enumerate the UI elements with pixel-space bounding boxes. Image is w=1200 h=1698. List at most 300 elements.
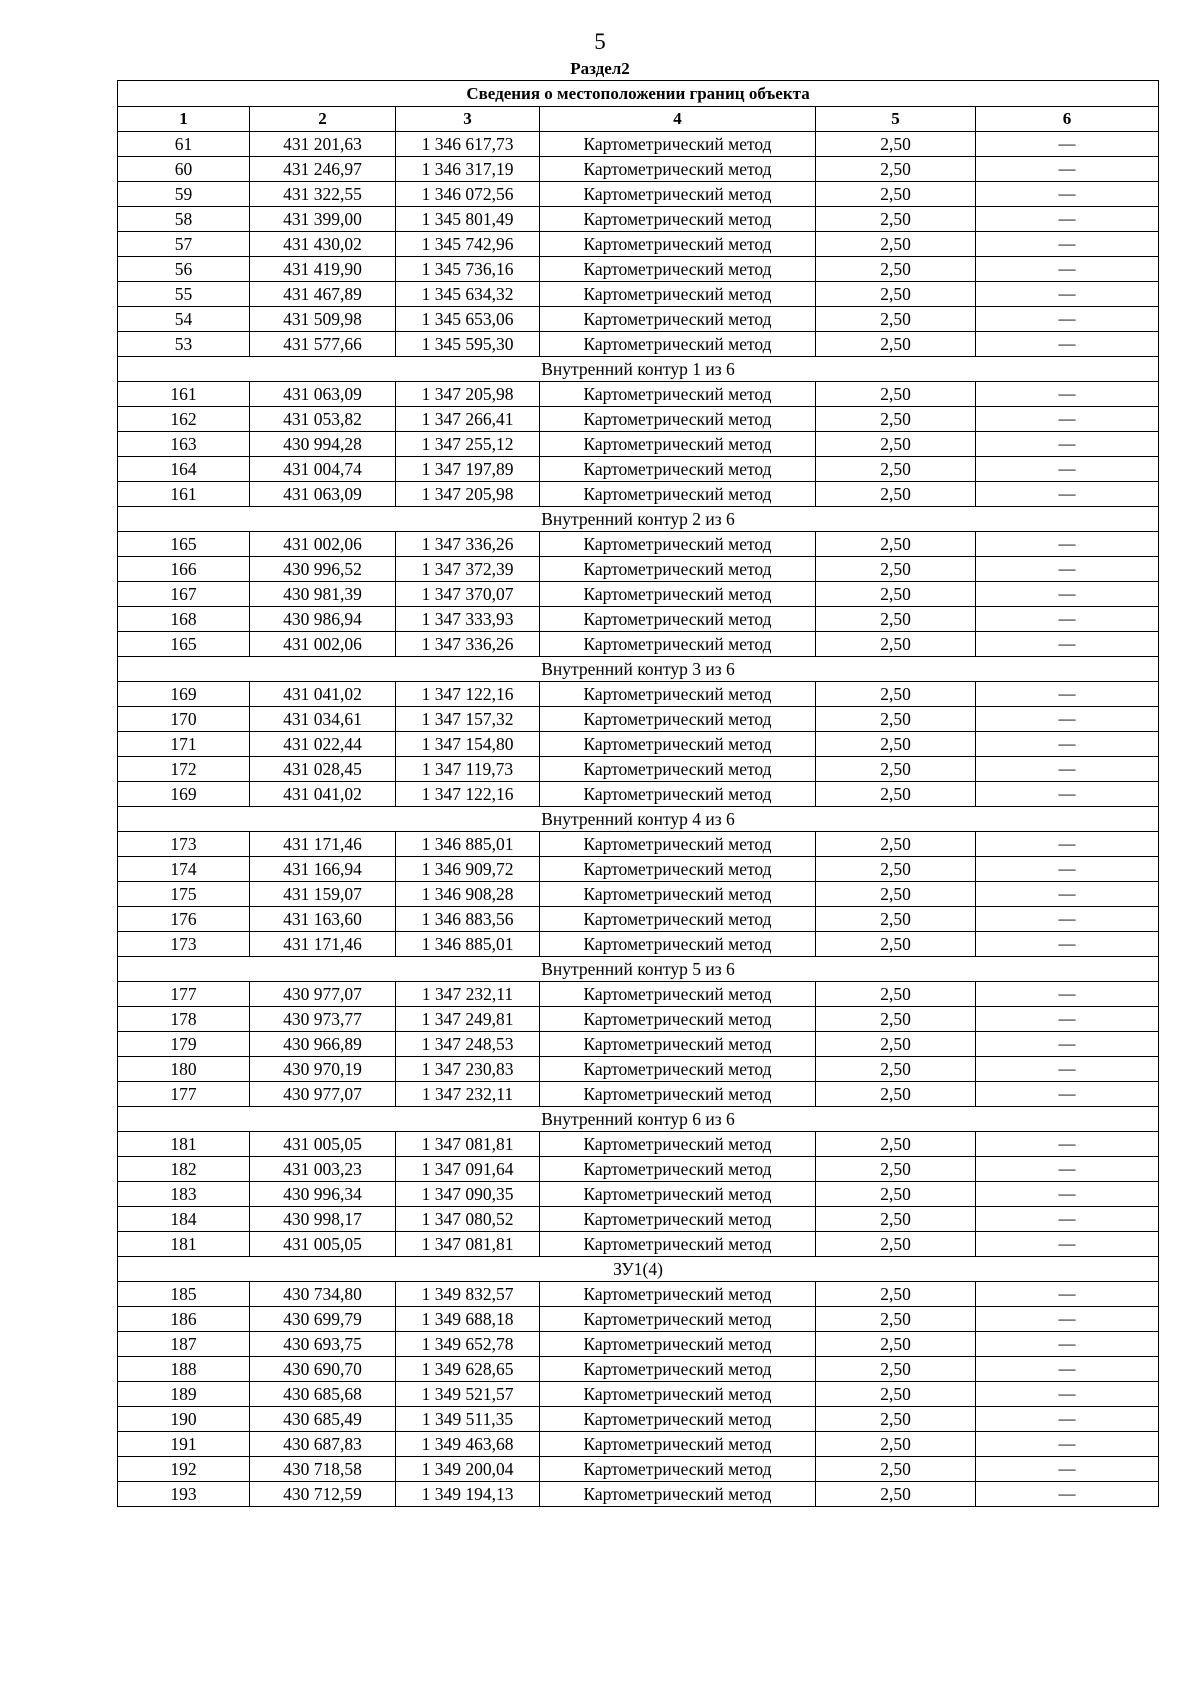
point-number-cell: 179 xyxy=(118,1032,250,1057)
y-coordinate-cell: 1 347 232,11 xyxy=(396,1082,540,1107)
point-number-cell: 183 xyxy=(118,1182,250,1207)
point-number-cell: 168 xyxy=(118,607,250,632)
y-coordinate-cell: 1 346 883,56 xyxy=(396,907,540,932)
column-header: 5 xyxy=(816,107,976,132)
x-coordinate-cell: 431 003,23 xyxy=(250,1157,396,1182)
y-coordinate-cell: 1 347 081,81 xyxy=(396,1132,540,1157)
description-cell: — xyxy=(976,132,1159,157)
table-row xyxy=(118,607,1159,632)
description-cell: — xyxy=(976,332,1159,357)
method-cell: Картометрический метод xyxy=(540,1207,816,1232)
description-cell: — xyxy=(976,482,1159,507)
point-number-cell: 61 xyxy=(118,132,250,157)
point-number-cell: 182 xyxy=(118,1157,250,1182)
y-coordinate-cell: 1 347 336,26 xyxy=(396,532,540,557)
x-coordinate-cell: 430 973,77 xyxy=(250,1007,396,1032)
x-coordinate-cell: 430 693,75 xyxy=(250,1332,396,1357)
contour-label: Внутренний контур 2 из 6 xyxy=(118,507,1159,532)
accuracy-cell: 2,50 xyxy=(816,532,976,557)
table-row xyxy=(118,207,1159,232)
table-row xyxy=(118,707,1159,732)
contour-label: Внутренний контур 3 из 6 xyxy=(118,657,1159,682)
y-coordinate-cell: 1 345 634,32 xyxy=(396,282,540,307)
table-row xyxy=(118,557,1159,582)
point-number-cell: 55 xyxy=(118,282,250,307)
column-header: 1 xyxy=(118,107,250,132)
point-number-cell: 58 xyxy=(118,207,250,232)
method-cell: Картометрический метод xyxy=(540,307,816,332)
y-coordinate-cell: 1 345 595,30 xyxy=(396,332,540,357)
table-row xyxy=(118,757,1159,782)
accuracy-cell: 2,50 xyxy=(816,707,976,732)
point-number-cell: 189 xyxy=(118,1382,250,1407)
method-cell: Картометрический метод xyxy=(540,332,816,357)
table-row xyxy=(118,182,1159,207)
table-row xyxy=(118,907,1159,932)
accuracy-cell: 2,50 xyxy=(816,582,976,607)
y-coordinate-cell: 1 346 072,56 xyxy=(396,182,540,207)
description-cell: — xyxy=(976,1382,1159,1407)
x-coordinate-cell: 431 005,05 xyxy=(250,1232,396,1257)
x-coordinate-cell: 431 201,63 xyxy=(250,132,396,157)
point-number-cell: 177 xyxy=(118,982,250,1007)
accuracy-cell: 2,50 xyxy=(816,1132,976,1157)
x-coordinate-cell: 431 163,60 xyxy=(250,907,396,932)
method-cell: Картометрический метод xyxy=(540,1032,816,1057)
contour-label-row xyxy=(118,807,1159,832)
table-row xyxy=(118,407,1159,432)
point-number-cell: 170 xyxy=(118,707,250,732)
x-coordinate-cell: 431 467,89 xyxy=(250,282,396,307)
method-cell: Картометрический метод xyxy=(540,1282,816,1307)
point-number-cell: 164 xyxy=(118,457,250,482)
description-cell: — xyxy=(976,982,1159,1007)
description-cell: — xyxy=(976,1157,1159,1182)
column-header: 4 xyxy=(540,107,816,132)
method-cell: Картометрический метод xyxy=(540,1332,816,1357)
x-coordinate-cell: 430 690,70 xyxy=(250,1357,396,1382)
x-coordinate-cell: 431 034,61 xyxy=(250,707,396,732)
y-coordinate-cell: 1 347 336,26 xyxy=(396,632,540,657)
accuracy-cell: 2,50 xyxy=(816,1457,976,1482)
table-row xyxy=(118,1082,1159,1107)
table-row xyxy=(118,132,1159,157)
x-coordinate-cell: 430 977,07 xyxy=(250,1082,396,1107)
method-cell: Картометрический метод xyxy=(540,1457,816,1482)
x-coordinate-cell: 431 166,94 xyxy=(250,857,396,882)
method-cell: Картометрический метод xyxy=(540,1432,816,1457)
method-cell: Картометрический метод xyxy=(540,382,816,407)
description-cell: — xyxy=(976,1182,1159,1207)
boundary-coordinates-table xyxy=(117,80,1159,1507)
contour-label-row xyxy=(118,957,1159,982)
y-coordinate-cell: 1 349 652,78 xyxy=(396,1332,540,1357)
point-number-cell: 165 xyxy=(118,632,250,657)
method-cell: Картометрический метод xyxy=(540,282,816,307)
accuracy-cell: 2,50 xyxy=(816,907,976,932)
table-row xyxy=(118,1432,1159,1457)
y-coordinate-cell: 1 349 521,57 xyxy=(396,1382,540,1407)
accuracy-cell: 2,50 xyxy=(816,607,976,632)
table-row xyxy=(118,532,1159,557)
y-coordinate-cell: 1 345 653,06 xyxy=(396,307,540,332)
y-coordinate-cell: 1 347 370,07 xyxy=(396,582,540,607)
description-cell: — xyxy=(976,1207,1159,1232)
x-coordinate-cell: 431 430,02 xyxy=(250,232,396,257)
x-coordinate-cell: 430 994,28 xyxy=(250,432,396,457)
accuracy-cell: 2,50 xyxy=(816,857,976,882)
x-coordinate-cell: 431 322,55 xyxy=(250,182,396,207)
method-cell: Картометрический метод xyxy=(540,232,816,257)
method-cell: Картометрический метод xyxy=(540,1482,816,1507)
point-number-cell: 192 xyxy=(118,1457,250,1482)
description-cell: — xyxy=(976,1132,1159,1157)
method-cell: Картометрический метод xyxy=(540,1407,816,1432)
y-coordinate-cell: 1 347 205,98 xyxy=(396,482,540,507)
x-coordinate-cell: 430 966,89 xyxy=(250,1032,396,1057)
y-coordinate-cell: 1 347 248,53 xyxy=(396,1032,540,1057)
y-coordinate-cell: 1 346 885,01 xyxy=(396,932,540,957)
method-cell: Картометрический метод xyxy=(540,1232,816,1257)
point-number-cell: 184 xyxy=(118,1207,250,1232)
accuracy-cell: 2,50 xyxy=(816,182,976,207)
accuracy-cell: 2,50 xyxy=(816,157,976,182)
table-row xyxy=(118,1057,1159,1082)
method-cell: Картометрический метод xyxy=(540,582,816,607)
contour-label-row xyxy=(118,1257,1159,1282)
y-coordinate-cell: 1 346 885,01 xyxy=(396,832,540,857)
point-number-cell: 167 xyxy=(118,582,250,607)
accuracy-cell: 2,50 xyxy=(816,732,976,757)
method-cell: Картометрический метод xyxy=(540,1057,816,1082)
x-coordinate-cell: 431 022,44 xyxy=(250,732,396,757)
method-cell: Картометрический метод xyxy=(540,1132,816,1157)
y-coordinate-cell: 1 349 688,18 xyxy=(396,1307,540,1332)
x-coordinate-cell: 430 734,80 xyxy=(250,1282,396,1307)
point-number-cell: 173 xyxy=(118,932,250,957)
accuracy-cell: 2,50 xyxy=(816,1082,976,1107)
table-row xyxy=(118,457,1159,482)
x-coordinate-cell: 430 712,59 xyxy=(250,1482,396,1507)
point-number-cell: 187 xyxy=(118,1332,250,1357)
table-row xyxy=(118,1332,1159,1357)
x-coordinate-cell: 430 981,39 xyxy=(250,582,396,607)
x-coordinate-cell: 431 041,02 xyxy=(250,682,396,707)
y-coordinate-cell: 1 345 801,49 xyxy=(396,207,540,232)
description-cell: — xyxy=(976,1482,1159,1507)
column-header: 3 xyxy=(396,107,540,132)
y-coordinate-cell: 1 347 232,11 xyxy=(396,982,540,1007)
table-row xyxy=(118,332,1159,357)
x-coordinate-cell: 431 246,97 xyxy=(250,157,396,182)
table-row xyxy=(118,582,1159,607)
description-cell: — xyxy=(976,832,1159,857)
accuracy-cell: 2,50 xyxy=(816,932,976,957)
x-coordinate-cell: 431 002,06 xyxy=(250,532,396,557)
y-coordinate-cell: 1 346 317,19 xyxy=(396,157,540,182)
point-number-cell: 180 xyxy=(118,1057,250,1082)
description-cell: — xyxy=(976,232,1159,257)
table-row xyxy=(118,682,1159,707)
y-coordinate-cell: 1 346 909,72 xyxy=(396,857,540,882)
y-coordinate-cell: 1 349 463,68 xyxy=(396,1432,540,1457)
accuracy-cell: 2,50 xyxy=(816,1282,976,1307)
y-coordinate-cell: 1 347 080,52 xyxy=(396,1207,540,1232)
x-coordinate-cell: 430 685,49 xyxy=(250,1407,396,1432)
method-cell: Картометрический метод xyxy=(540,1082,816,1107)
point-number-cell: 163 xyxy=(118,432,250,457)
x-coordinate-cell: 431 577,66 xyxy=(250,332,396,357)
description-cell: — xyxy=(976,907,1159,932)
x-coordinate-cell: 430 718,58 xyxy=(250,1457,396,1482)
y-coordinate-cell: 1 346 617,73 xyxy=(396,132,540,157)
description-cell: — xyxy=(976,732,1159,757)
description-cell: — xyxy=(976,1357,1159,1382)
y-coordinate-cell: 1 347 205,98 xyxy=(396,382,540,407)
accuracy-cell: 2,50 xyxy=(816,432,976,457)
point-number-cell: 56 xyxy=(118,257,250,282)
accuracy-cell: 2,50 xyxy=(816,882,976,907)
y-coordinate-cell: 1 347 081,81 xyxy=(396,1232,540,1257)
point-number-cell: 191 xyxy=(118,1432,250,1457)
point-number-cell: 162 xyxy=(118,407,250,432)
method-cell: Картометрический метод xyxy=(540,632,816,657)
accuracy-cell: 2,50 xyxy=(816,257,976,282)
y-coordinate-cell: 1 346 908,28 xyxy=(396,882,540,907)
table-row xyxy=(118,1357,1159,1382)
table-row xyxy=(118,632,1159,657)
point-number-cell: 174 xyxy=(118,857,250,882)
method-cell: Картометрический метод xyxy=(540,1182,816,1207)
table-row xyxy=(118,232,1159,257)
accuracy-cell: 2,50 xyxy=(816,1357,976,1382)
accuracy-cell: 2,50 xyxy=(816,1182,976,1207)
point-number-cell: 190 xyxy=(118,1407,250,1432)
y-coordinate-cell: 1 349 511,35 xyxy=(396,1407,540,1432)
accuracy-cell: 2,50 xyxy=(816,632,976,657)
x-coordinate-cell: 430 998,17 xyxy=(250,1207,396,1232)
accuracy-cell: 2,50 xyxy=(816,1332,976,1357)
table-caption: Сведения о местоположении границ объекта xyxy=(118,81,1159,107)
x-coordinate-cell: 430 970,19 xyxy=(250,1057,396,1082)
description-cell: — xyxy=(976,207,1159,232)
accuracy-cell: 2,50 xyxy=(816,1307,976,1332)
table-row xyxy=(118,1382,1159,1407)
x-coordinate-cell: 431 171,46 xyxy=(250,832,396,857)
x-coordinate-cell: 430 699,79 xyxy=(250,1307,396,1332)
accuracy-cell: 2,50 xyxy=(816,757,976,782)
accuracy-cell: 2,50 xyxy=(816,832,976,857)
method-cell: Картометрический метод xyxy=(540,682,816,707)
table-row xyxy=(118,832,1159,857)
x-coordinate-cell: 431 004,74 xyxy=(250,457,396,482)
table-row xyxy=(118,1232,1159,1257)
x-coordinate-cell: 430 996,52 xyxy=(250,557,396,582)
description-cell: — xyxy=(976,157,1159,182)
table-row xyxy=(118,1282,1159,1307)
point-number-cell: 193 xyxy=(118,1482,250,1507)
table-row xyxy=(118,982,1159,1007)
y-coordinate-cell: 1 345 736,16 xyxy=(396,257,540,282)
y-coordinate-cell: 1 347 090,35 xyxy=(396,1182,540,1207)
point-number-cell: 169 xyxy=(118,682,250,707)
y-coordinate-cell: 1 349 628,65 xyxy=(396,1357,540,1382)
y-coordinate-cell: 1 347 157,32 xyxy=(396,707,540,732)
contour-label: ЗУ1(4) xyxy=(118,1257,1159,1282)
point-number-cell: 169 xyxy=(118,782,250,807)
point-number-cell: 173 xyxy=(118,832,250,857)
table-row xyxy=(118,1157,1159,1182)
method-cell: Картометрический метод xyxy=(540,732,816,757)
contour-label: Внутренний контур 6 из 6 xyxy=(118,1107,1159,1132)
method-cell: Картометрический метод xyxy=(540,182,816,207)
description-cell: — xyxy=(976,1282,1159,1307)
description-cell: — xyxy=(976,557,1159,582)
accuracy-cell: 2,50 xyxy=(816,457,976,482)
method-cell: Картометрический метод xyxy=(540,257,816,282)
point-number-cell: 59 xyxy=(118,182,250,207)
contour-label: Внутренний контур 5 из 6 xyxy=(118,957,1159,982)
x-coordinate-cell: 431 028,45 xyxy=(250,757,396,782)
accuracy-cell: 2,50 xyxy=(816,1482,976,1507)
contour-label-row xyxy=(118,507,1159,532)
method-cell: Картометрический метод xyxy=(540,932,816,957)
y-coordinate-cell: 1 347 154,80 xyxy=(396,732,540,757)
x-coordinate-cell: 431 053,82 xyxy=(250,407,396,432)
x-coordinate-cell: 431 419,90 xyxy=(250,257,396,282)
accuracy-cell: 2,50 xyxy=(816,782,976,807)
description-cell: — xyxy=(976,1032,1159,1057)
x-coordinate-cell: 430 687,83 xyxy=(250,1432,396,1457)
table-row xyxy=(118,1007,1159,1032)
method-cell: Картометрический метод xyxy=(540,157,816,182)
table-row xyxy=(118,257,1159,282)
y-coordinate-cell: 1 347 372,39 xyxy=(396,557,540,582)
method-cell: Картометрический метод xyxy=(540,1382,816,1407)
description-cell: — xyxy=(976,882,1159,907)
description-cell: — xyxy=(976,1432,1159,1457)
table-row xyxy=(118,307,1159,332)
contour-label: Внутренний контур 1 из 6 xyxy=(118,357,1159,382)
y-coordinate-cell: 1 347 197,89 xyxy=(396,457,540,482)
point-number-cell: 176 xyxy=(118,907,250,932)
description-cell: — xyxy=(976,857,1159,882)
method-cell: Картометрический метод xyxy=(540,132,816,157)
method-cell: Картометрический метод xyxy=(540,707,816,732)
method-cell: Картометрический метод xyxy=(540,457,816,482)
method-cell: Картометрический метод xyxy=(540,782,816,807)
column-header: 6 xyxy=(976,107,1159,132)
point-number-cell: 60 xyxy=(118,157,250,182)
point-number-cell: 186 xyxy=(118,1307,250,1332)
description-cell: — xyxy=(976,782,1159,807)
x-coordinate-cell: 431 005,05 xyxy=(250,1132,396,1157)
point-number-cell: 185 xyxy=(118,1282,250,1307)
method-cell: Картометрический метод xyxy=(540,832,816,857)
description-cell: — xyxy=(976,532,1159,557)
x-coordinate-cell: 431 063,09 xyxy=(250,382,396,407)
accuracy-cell: 2,50 xyxy=(816,557,976,582)
accuracy-cell: 2,50 xyxy=(816,1032,976,1057)
description-cell: — xyxy=(976,582,1159,607)
accuracy-cell: 2,50 xyxy=(816,332,976,357)
description-cell: — xyxy=(976,282,1159,307)
y-coordinate-cell: 1 349 832,57 xyxy=(396,1282,540,1307)
table-row xyxy=(118,882,1159,907)
point-number-cell: 166 xyxy=(118,557,250,582)
accuracy-cell: 2,50 xyxy=(816,1232,976,1257)
description-cell: — xyxy=(976,632,1159,657)
point-number-cell: 161 xyxy=(118,382,250,407)
method-cell: Картометрический метод xyxy=(540,757,816,782)
x-coordinate-cell: 430 977,07 xyxy=(250,982,396,1007)
y-coordinate-cell: 1 347 333,93 xyxy=(396,607,540,632)
accuracy-cell: 2,50 xyxy=(816,1382,976,1407)
description-cell: — xyxy=(976,182,1159,207)
description-cell: — xyxy=(976,1307,1159,1332)
description-cell: — xyxy=(976,1082,1159,1107)
table-row xyxy=(118,432,1159,457)
table-row xyxy=(118,1307,1159,1332)
table-row xyxy=(118,157,1159,182)
point-number-cell: 57 xyxy=(118,232,250,257)
accuracy-cell: 2,50 xyxy=(816,382,976,407)
point-number-cell: 177 xyxy=(118,1082,250,1107)
contour-label-row xyxy=(118,357,1159,382)
point-number-cell: 171 xyxy=(118,732,250,757)
accuracy-cell: 2,50 xyxy=(816,307,976,332)
table-row xyxy=(118,1407,1159,1432)
accuracy-cell: 2,50 xyxy=(816,1007,976,1032)
description-cell: — xyxy=(976,407,1159,432)
accuracy-cell: 2,50 xyxy=(816,982,976,1007)
y-coordinate-cell: 1 349 194,13 xyxy=(396,1482,540,1507)
accuracy-cell: 2,50 xyxy=(816,132,976,157)
description-cell: — xyxy=(976,682,1159,707)
column-header-row xyxy=(118,107,1159,132)
method-cell: Картометрический метод xyxy=(540,907,816,932)
table-row xyxy=(118,732,1159,757)
accuracy-cell: 2,50 xyxy=(816,407,976,432)
y-coordinate-cell: 1 347 091,64 xyxy=(396,1157,540,1182)
point-number-cell: 172 xyxy=(118,757,250,782)
page-number: 5 xyxy=(594,29,606,54)
description-cell: — xyxy=(976,1007,1159,1032)
point-number-cell: 188 xyxy=(118,1357,250,1382)
point-number-cell: 165 xyxy=(118,532,250,557)
description-cell: — xyxy=(976,432,1159,457)
description-cell: — xyxy=(976,1232,1159,1257)
y-coordinate-cell: 1 347 230,83 xyxy=(396,1057,540,1082)
method-cell: Картометрический метод xyxy=(540,1157,816,1182)
x-coordinate-cell: 431 399,00 xyxy=(250,207,396,232)
table-row xyxy=(118,782,1159,807)
contour-label-row xyxy=(118,1107,1159,1132)
x-coordinate-cell: 431 002,06 xyxy=(250,632,396,657)
description-cell: — xyxy=(976,382,1159,407)
accuracy-cell: 2,50 xyxy=(816,1407,976,1432)
y-coordinate-cell: 1 347 249,81 xyxy=(396,1007,540,1032)
point-number-cell: 54 xyxy=(118,307,250,332)
accuracy-cell: 2,50 xyxy=(816,682,976,707)
accuracy-cell: 2,50 xyxy=(816,482,976,507)
method-cell: Картометрический метод xyxy=(540,407,816,432)
y-coordinate-cell: 1 347 122,16 xyxy=(396,682,540,707)
description-cell: — xyxy=(976,307,1159,332)
description-cell: — xyxy=(976,457,1159,482)
x-coordinate-cell: 430 685,68 xyxy=(250,1382,396,1407)
table-row xyxy=(118,1207,1159,1232)
